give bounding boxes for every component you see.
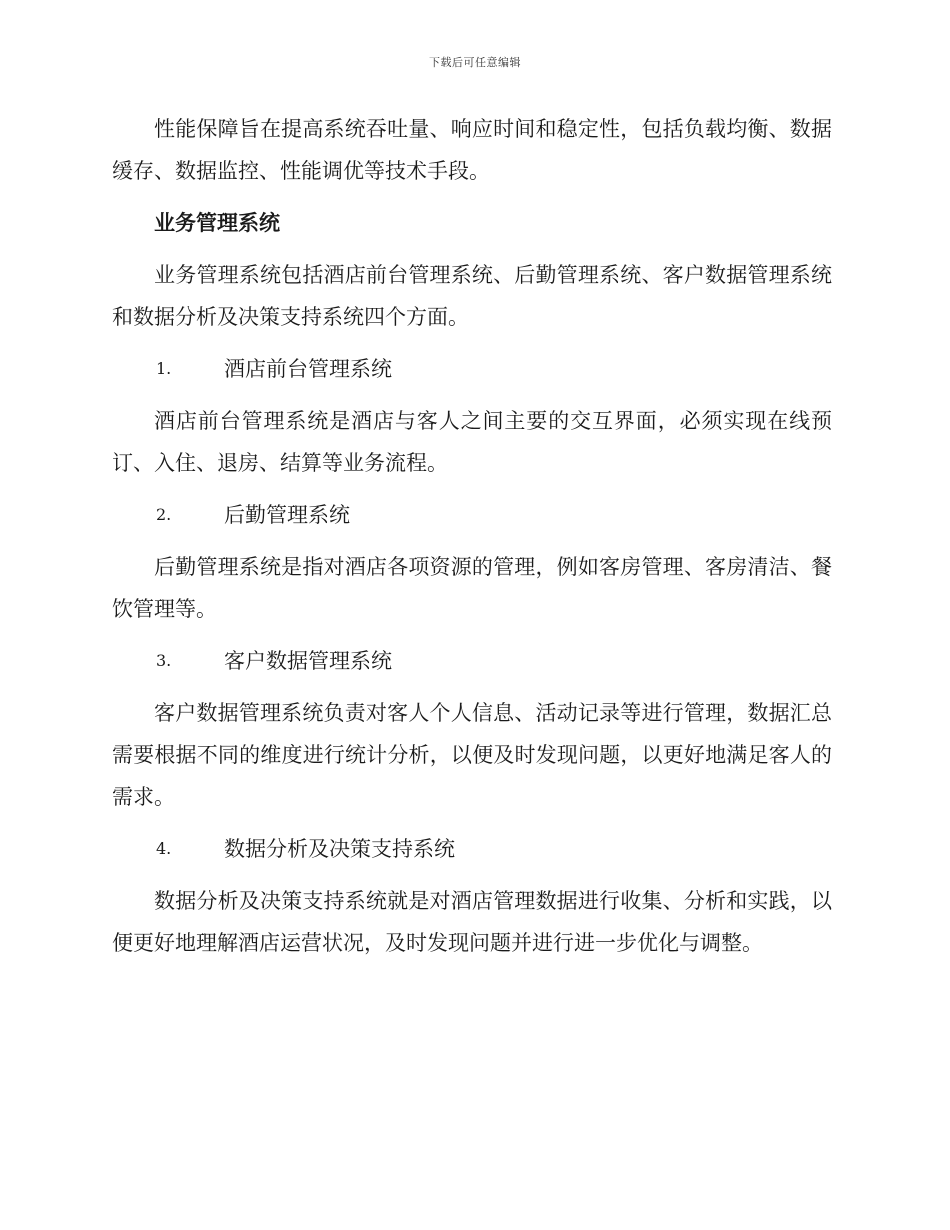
page-header: 下载后可任意编辑 (429, 56, 521, 69)
paragraph-performance: 性能保障旨在提高系统吞吐量、响应时间和稳定性，包括负载均衡、数据缓存、数据监控、性能调优等技术手段。 (112, 117, 832, 183)
section-heading: 业务管理系统 (154, 211, 280, 235)
list-item-logistics (112, 494, 832, 536)
paragraph-overview: 业务管理系统包括酒店前台管理系统、后勤管理系统、客户数据管理系统和数据分析及决策支持系统四个方面。 (112, 263, 832, 329)
list-label: 客户数据管理系统 (224, 649, 392, 673)
list-item-customer-data (112, 640, 832, 682)
paragraph-customer-data: 客户数据管理系统负责对客人个人信息、活动记录等进行管理，数据汇总需要根据不同的维度进行统计分析，以便及时发现问题，以更好地满足客人的需求。 (112, 701, 832, 809)
list-number: 4. (156, 839, 172, 858)
list-label: 酒店前台管理系统 (224, 357, 392, 381)
list-number: 3. (156, 651, 172, 670)
paragraph-analytics: 数据分析及决策支持系统就是对酒店管理数据进行收集、分析和实践，以便更好地理解酒店运营状况，及时发现问题并进行进一步优化与调整。 (112, 889, 832, 955)
paragraph-front-desk: 酒店前台管理系统是酒店与客人之间主要的交互界面，必须实现在线预订、入住、退房、结算等业务流程。 (112, 409, 832, 475)
list-label: 后勤管理系统 (224, 503, 350, 527)
list-item-analytics (112, 828, 832, 870)
list-number: 2. (156, 505, 172, 524)
list-item-front-desk (112, 348, 832, 390)
list-number: 1. (156, 359, 172, 378)
list-label: 数据分析及决策支持系统 (224, 837, 455, 861)
paragraph-logistics: 后勤管理系统是指对酒店各项资源的管理，例如客房管理、客房清洁、餐饮管理等。 (112, 555, 832, 621)
document-body (112, 108, 832, 974)
